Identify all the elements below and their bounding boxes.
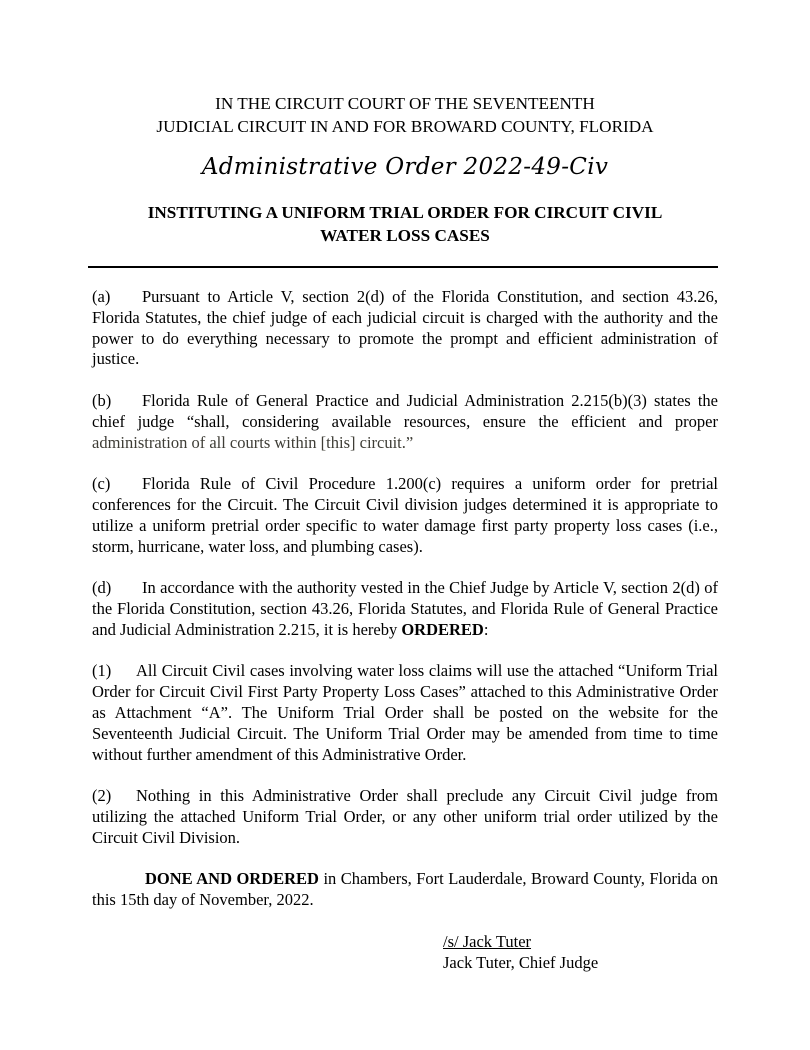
signature-block [443, 932, 598, 974]
paragraph-b-quoted-tail: administration of all courts within [this] circuit.” [92, 432, 414, 452]
paragraph-d-colon: : [483, 619, 489, 639]
done-and-ordered-keyword: DONE AND ORDERED [145, 869, 319, 889]
paragraph-1-label: (1) [92, 661, 112, 681]
paragraph-b-text: Florida Rule of General Practice and Judicial Administration 2.215(b)(3) states the chief judge “shall, considering available resources, ensure the efficient and proper [92, 390, 718, 431]
closing-text: in Chambers, Fort Lauderdale, Broward County, Florida on this 15th day of November, 2022. [92, 869, 718, 910]
order-number: Administrative Order 2022-49-Civ [201, 154, 609, 180]
paragraph-a [92, 287, 718, 370]
paragraph-c [92, 474, 718, 557]
signer-name-title: Jack Tuter, Chief Judge [443, 952, 599, 972]
court-header [92, 92, 718, 138]
paragraph-b-label: (b) [92, 390, 112, 410]
court-header-line2: JUDICIAL CIRCUIT IN AND FOR BROWARD COUNTY, FLORIDA [156, 117, 654, 136]
paragraph-c-label: (c) [92, 474, 111, 494]
paragraph-c-text: Florida Rule of Civil Procedure 1.200(c) requires a uniform order for pretrial conferences for the Circuit. The Circuit Civil division judges determined it is appropriate to utilize a uniform pretrial order specific to water damage first party property loss cases (i.e., storm, hurricane, water loss, and plumbing cases). [92, 474, 718, 556]
paragraph-a-label: (a) [92, 287, 111, 306]
ordered-keyword: ORDERED [401, 619, 484, 639]
order-title-line2: WATER LOSS CASES [320, 225, 490, 245]
order-body [92, 287, 718, 911]
paragraph-2 [92, 786, 718, 848]
paragraph-2-text: Nothing in this Administrative Order shall preclude any Circuit Civil judge from utilizing the attached Uniform Trial Order, or any other uniform trial order utilized by the Circuit Civil Division. [92, 786, 718, 847]
order-title-line1: INSTITUTING A UNIFORM TRIAL ORDER FOR CIRCUIT CIVIL [147, 203, 663, 222]
order-title [92, 202, 718, 247]
signature-line: /s/ Jack Tuter [443, 932, 532, 951]
court-header-line1: IN THE CIRCUIT COURT OF THE SEVENTEENTH [215, 94, 595, 113]
horizontal-rule [88, 266, 718, 268]
closing-paragraph [92, 869, 718, 911]
paragraph-b [92, 391, 718, 453]
paragraph-d-text: In accordance with the authority vested in the Chief Judge by Article V, section 2(d) of the Florida Constitution, section 43.26, Florida Statutes, and Florida Rule of General Practice and Judicial Administration 2.215, it is hereby [92, 578, 718, 639]
paragraph-a-text: Pursuant to Article V, section 2(d) of the Florida Constitution, and section 43.26, Florida Statutes, the chief judge of each judicial circuit is charged with the authority and the power to do everything necessary to promote the prompt and efficient administration of justice. [92, 287, 718, 369]
paragraph-d [92, 578, 718, 640]
paragraph-d-label: (d) [92, 578, 112, 598]
paragraph-1-text: All Circuit Civil cases involving water loss claims will use the attached “Uniform Trial Order for Circuit Civil First Party Property Loss Cases” attached to this Administrative Order as Attachment “A”. The Uniform Trial Order shall be posted on the website for the Seventeenth Judicial Circuit. The Uniform Trial Order may be amended from time to time without further amendment of this Administrative Order. [92, 661, 718, 764]
paragraph-2-label: (2) [92, 786, 112, 806]
paragraph-1 [92, 661, 718, 765]
